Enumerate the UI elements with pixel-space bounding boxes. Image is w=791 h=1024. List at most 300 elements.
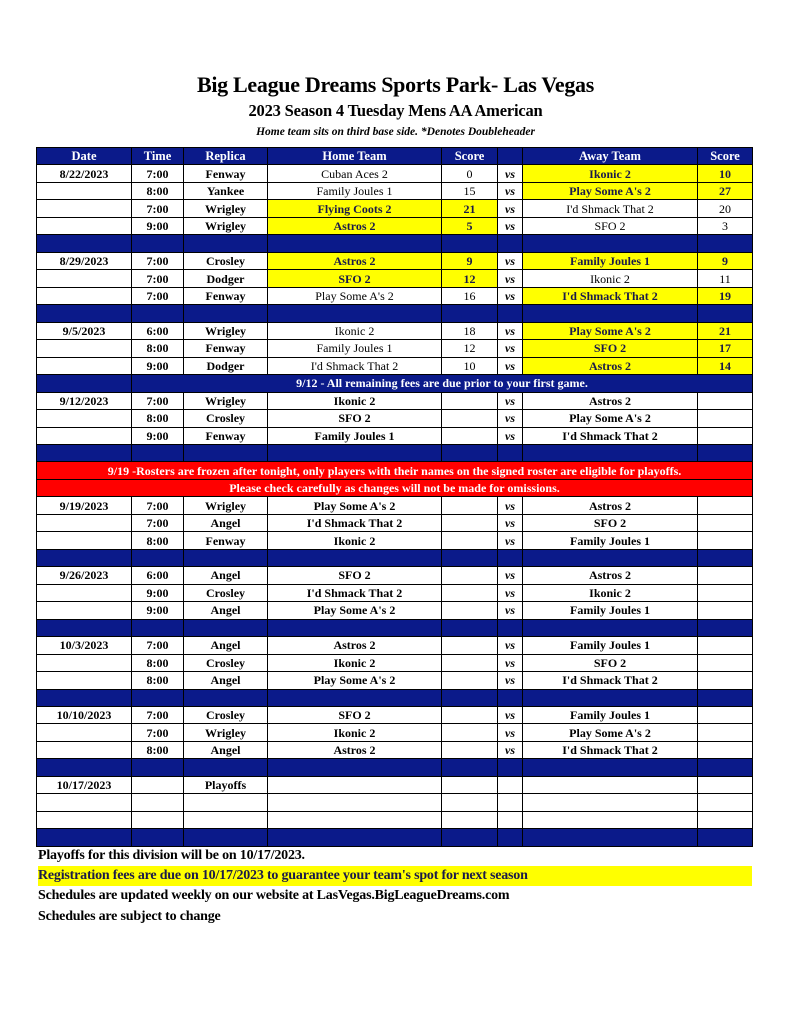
separator-cell [184, 444, 268, 461]
vs-label: vs [498, 427, 523, 444]
game-time: 8:00 [132, 410, 184, 427]
separator-cell [37, 549, 132, 566]
away-team: I'd Shmack That 2 [523, 427, 698, 444]
home-team: Astros 2 [268, 217, 442, 234]
game-row [37, 287, 753, 304]
separator-cell [442, 829, 498, 846]
home-score: 18 [442, 322, 498, 339]
game-field: Wrigley [184, 200, 268, 217]
away-score [698, 584, 753, 601]
separator-cell [184, 549, 268, 566]
footer-website-note: Schedules are updated weekly on our website at LasVegas.BigLeagueDreams.com [38, 888, 510, 903]
home-score [442, 532, 498, 549]
away-score: 20 [698, 200, 753, 217]
vs-label: vs [498, 741, 523, 758]
game-time: 7:00 [132, 270, 184, 287]
home-team: Cuban Aces 2 [268, 165, 442, 182]
home-score: 16 [442, 287, 498, 304]
separator-cell [132, 235, 184, 252]
separator-cell [268, 305, 442, 322]
away-team: SFO 2 [523, 654, 698, 671]
vs-label: vs [498, 514, 523, 531]
away-score [698, 514, 753, 531]
game-field: Wrigley [184, 392, 268, 409]
vs-label: vs [498, 252, 523, 269]
away-score [698, 602, 753, 619]
column-header-replica: Replica [184, 148, 268, 165]
game-time: 7:00 [132, 392, 184, 409]
vs-label: vs [498, 637, 523, 654]
home-score: 5 [442, 217, 498, 234]
away-score: 21 [698, 322, 753, 339]
separator-cell [37, 375, 132, 392]
home-team: Play Some A's 2 [268, 497, 442, 514]
game-field: Dodger [184, 270, 268, 287]
game-time: 7:00 [132, 707, 184, 724]
schedule-body [37, 165, 753, 846]
home-team: Astros 2 [268, 637, 442, 654]
empty-cell [442, 794, 498, 811]
away-team: Astros 2 [523, 392, 698, 409]
home-team: Play Some A's 2 [268, 602, 442, 619]
game-date [37, 724, 132, 741]
game-time: 9:00 [132, 427, 184, 444]
vs-label: vs [498, 532, 523, 549]
page-title: Big League Dreams Sports Park- Las Vegas [196, 72, 595, 97]
game-row [37, 200, 753, 217]
game-field: Fenway [184, 165, 268, 182]
game-time: 7:00 [132, 287, 184, 304]
game-date [37, 287, 132, 304]
game-time: 9:00 [132, 584, 184, 601]
away-score [698, 497, 753, 514]
game-row [37, 322, 753, 339]
separator-cell [268, 689, 442, 706]
away-team: Astros 2 [523, 567, 698, 584]
game-time: 8:00 [132, 654, 184, 671]
game-row [37, 514, 753, 531]
vs-label: vs [498, 707, 523, 724]
vs-label: vs [498, 200, 523, 217]
game-field: Wrigley [184, 322, 268, 339]
away-score: 17 [698, 340, 753, 357]
separator-cell [698, 759, 753, 776]
separator-cell [37, 689, 132, 706]
home-score: 12 [442, 270, 498, 287]
home-team: Ikonic 2 [268, 654, 442, 671]
home-team: I'd Shmack That 2 [268, 584, 442, 601]
separator-row [37, 619, 753, 636]
separator-cell [132, 549, 184, 566]
away-team: Play Some A's 2 [523, 724, 698, 741]
away-score [698, 427, 753, 444]
home-team: Play Some A's 2 [268, 287, 442, 304]
vs-label: vs [498, 270, 523, 287]
away-score: 10 [698, 165, 753, 182]
separator-cell [268, 829, 442, 846]
separator-row [37, 444, 753, 461]
footer-registration-note: Registration fees are due on 10/17/2023 to guarantee your team's spot for next season [38, 866, 752, 886]
empty-cell [498, 794, 523, 811]
game-field: Wrigley [184, 724, 268, 741]
column-header-away-score: Score [698, 148, 753, 165]
empty-cell [184, 794, 268, 811]
separator-row [37, 305, 753, 322]
separator-cell [132, 759, 184, 776]
home-team: Astros 2 [268, 252, 442, 269]
away-team: Ikonic 2 [523, 165, 698, 182]
game-field: Crosley [184, 252, 268, 269]
away-score [698, 741, 753, 758]
away-team: Astros 2 [523, 357, 698, 374]
game-date [37, 427, 132, 444]
away-team: I'd Shmack That 2 [523, 741, 698, 758]
separator-cell [37, 235, 132, 252]
fees-notice-row [37, 375, 753, 392]
home-score: 9 [442, 252, 498, 269]
separator-cell [523, 235, 698, 252]
home-team: SFO 2 [268, 270, 442, 287]
empty-cell [37, 794, 132, 811]
away-team: I'd Shmack That 2 [523, 672, 698, 689]
separator-cell [184, 305, 268, 322]
separator-cell [442, 689, 498, 706]
separator-cell [442, 305, 498, 322]
separator-cell [184, 759, 268, 776]
home-score [442, 654, 498, 671]
separator-cell [698, 619, 753, 636]
game-time: 9:00 [132, 217, 184, 234]
empty-cell [268, 776, 442, 793]
away-score [698, 724, 753, 741]
game-field: Wrigley [184, 497, 268, 514]
separator-cell [132, 829, 184, 846]
game-time: 8:00 [132, 741, 184, 758]
empty-cell [132, 811, 184, 828]
vs-label: vs [498, 357, 523, 374]
separator-cell [498, 235, 523, 252]
away-team: SFO 2 [523, 340, 698, 357]
game-date: 10/10/2023 [37, 707, 132, 724]
home-team: I'd Shmack That 2 [268, 357, 442, 374]
away-team: Family Joules 1 [523, 532, 698, 549]
game-date [37, 584, 132, 601]
vs-label: vs [498, 165, 523, 182]
away-score: 14 [698, 357, 753, 374]
separator-cell [132, 689, 184, 706]
empty-cell [698, 776, 753, 793]
home-score: 21 [442, 200, 498, 217]
game-field: Yankee [184, 182, 268, 199]
game-date: 8/22/2023 [37, 165, 132, 182]
away-team: Play Some A's 2 [523, 410, 698, 427]
away-team: Play Some A's 2 [523, 322, 698, 339]
empty-cell [184, 811, 268, 828]
away-team: Astros 2 [523, 497, 698, 514]
away-team: I'd Shmack That 2 [523, 287, 698, 304]
game-date: 9/5/2023 [37, 322, 132, 339]
home-team: Ikonic 2 [268, 392, 442, 409]
empty-cell [268, 811, 442, 828]
column-header-away-team: Away Team [523, 148, 698, 165]
game-row [37, 654, 753, 671]
game-field: Angel [184, 567, 268, 584]
home-score [442, 567, 498, 584]
away-score [698, 392, 753, 409]
game-time: 8:00 [132, 672, 184, 689]
empty-cell [498, 811, 523, 828]
home-score [442, 410, 498, 427]
footer-playoffs-note: Playoffs for this division will be on 10/17/2023. [38, 848, 305, 863]
separator-cell [498, 444, 523, 461]
game-field: Angel [184, 602, 268, 619]
empty-cell [132, 776, 184, 793]
separator-cell [442, 759, 498, 776]
game-row [37, 741, 753, 758]
game-field: Fenway [184, 427, 268, 444]
separator-cell [442, 235, 498, 252]
game-time: 7:00 [132, 514, 184, 531]
separator-cell [523, 444, 698, 461]
game-time: 8:00 [132, 340, 184, 357]
away-score [698, 654, 753, 671]
game-time: 7:00 [132, 165, 184, 182]
game-row [37, 532, 753, 549]
home-score [442, 392, 498, 409]
column-header-vs [498, 148, 523, 165]
game-date [37, 200, 132, 217]
separator-cell [184, 689, 268, 706]
game-time: 9:00 [132, 602, 184, 619]
game-row [37, 270, 753, 287]
home-team: Astros 2 [268, 741, 442, 758]
game-time: 7:00 [132, 724, 184, 741]
away-team: Ikonic 2 [523, 584, 698, 601]
separator-cell [698, 549, 753, 566]
home-score [442, 724, 498, 741]
game-field: Wrigley [184, 217, 268, 234]
table-header-row [37, 148, 753, 165]
home-score [442, 707, 498, 724]
empty-row [37, 794, 753, 811]
away-score: 11 [698, 270, 753, 287]
game-row [37, 724, 753, 741]
game-date [37, 340, 132, 357]
away-score [698, 532, 753, 549]
away-score [698, 637, 753, 654]
game-date [37, 602, 132, 619]
home-score [442, 427, 498, 444]
game-row [37, 672, 753, 689]
game-date: 9/12/2023 [37, 392, 132, 409]
home-score [442, 584, 498, 601]
game-date [37, 357, 132, 374]
home-team: Family Joules 1 [268, 340, 442, 357]
separator-cell [132, 444, 184, 461]
game-field: Crosley [184, 410, 268, 427]
game-time: 8:00 [132, 182, 184, 199]
away-team: SFO 2 [523, 217, 698, 234]
game-date: 8/29/2023 [37, 252, 132, 269]
empty-cell [698, 794, 753, 811]
empty-cell [442, 776, 498, 793]
roster-alert-text: Please check carefully as changes will not be made for omissions. [37, 479, 753, 496]
vs-label: vs [498, 392, 523, 409]
separator-cell [268, 759, 442, 776]
separator-cell [498, 619, 523, 636]
separator-row [37, 549, 753, 566]
game-field: Fenway [184, 340, 268, 357]
home-score [442, 514, 498, 531]
game-field: Fenway [184, 532, 268, 549]
separator-cell [37, 305, 132, 322]
game-row [37, 252, 753, 269]
home-team: Family Joules 1 [268, 182, 442, 199]
away-score [698, 672, 753, 689]
separator-cell [184, 619, 268, 636]
home-team: Ikonic 2 [268, 724, 442, 741]
away-score: 27 [698, 182, 753, 199]
separator-cell [698, 235, 753, 252]
separator-cell [523, 759, 698, 776]
game-row [37, 707, 753, 724]
game-row [37, 584, 753, 601]
separator-cell [442, 444, 498, 461]
game-date: 9/19/2023 [37, 497, 132, 514]
game-time: 6:00 [132, 322, 184, 339]
game-field: Angel [184, 514, 268, 531]
separator-cell [132, 619, 184, 636]
away-team: Family Joules 1 [523, 602, 698, 619]
game-time: 7:00 [132, 637, 184, 654]
separator-cell [37, 444, 132, 461]
away-score: 19 [698, 287, 753, 304]
game-date [37, 270, 132, 287]
home-score [442, 741, 498, 758]
footer-change-note: Schedules are subject to change [38, 909, 221, 924]
separator-row [37, 689, 753, 706]
vs-label: vs [498, 217, 523, 234]
separator-cell [498, 689, 523, 706]
away-score [698, 567, 753, 584]
empty-cell [698, 811, 753, 828]
separator-cell [268, 444, 442, 461]
vs-label: vs [498, 602, 523, 619]
home-team: SFO 2 [268, 410, 442, 427]
home-team: SFO 2 [268, 567, 442, 584]
away-team: Ikonic 2 [523, 270, 698, 287]
separator-cell [132, 305, 184, 322]
separator-cell [442, 549, 498, 566]
separator-cell [442, 619, 498, 636]
home-team-note: Home team sits on third base side. *Denotes Doubleheader [256, 126, 535, 138]
home-team: Play Some A's 2 [268, 672, 442, 689]
game-time: 7:00 [132, 200, 184, 217]
playoffs-row [37, 776, 753, 793]
game-row [37, 427, 753, 444]
game-date [37, 217, 132, 234]
separator-cell [523, 689, 698, 706]
game-field: Crosley [184, 707, 268, 724]
game-date [37, 672, 132, 689]
separator-cell [184, 235, 268, 252]
home-team: Ikonic 2 [268, 532, 442, 549]
away-score: 9 [698, 252, 753, 269]
separator-cell [698, 444, 753, 461]
vs-label: vs [498, 567, 523, 584]
game-field: Dodger [184, 357, 268, 374]
empty-cell [523, 776, 698, 793]
away-score [698, 707, 753, 724]
game-time: 6:00 [132, 567, 184, 584]
separator-cell [184, 829, 268, 846]
home-team: SFO 2 [268, 707, 442, 724]
column-header-time: Time [132, 148, 184, 165]
playoffs-label: Playoffs [184, 776, 268, 793]
separator-cell [523, 305, 698, 322]
home-score: 15 [442, 182, 498, 199]
empty-cell [442, 811, 498, 828]
empty-cell [37, 811, 132, 828]
game-date [37, 741, 132, 758]
empty-cell [268, 794, 442, 811]
game-field: Angel [184, 672, 268, 689]
separator-cell [498, 829, 523, 846]
page-subtitle: 2023 Season 4 Tuesday Mens AA American [248, 101, 543, 120]
home-score: 10 [442, 357, 498, 374]
separator-cell [498, 549, 523, 566]
vs-label: vs [498, 672, 523, 689]
game-field: Crosley [184, 584, 268, 601]
away-team: Family Joules 1 [523, 637, 698, 654]
game-date [37, 514, 132, 531]
separator-cell [37, 829, 132, 846]
game-row [37, 217, 753, 234]
empty-cell [523, 811, 698, 828]
game-date [37, 532, 132, 549]
separator-cell [698, 689, 753, 706]
vs-label: vs [498, 322, 523, 339]
column-header-home-team: Home Team [268, 148, 442, 165]
vs-label: vs [498, 724, 523, 741]
vs-label: vs [498, 182, 523, 199]
game-row [37, 182, 753, 199]
separator-cell [523, 549, 698, 566]
roster-alert-text: 9/19 -Rosters are frozen after tonight, only players with their names on the signed roster are eligible for playoffs. [37, 462, 753, 479]
home-team: Ikonic 2 [268, 322, 442, 339]
game-date [37, 182, 132, 199]
away-score: 3 [698, 217, 753, 234]
vs-label: vs [498, 654, 523, 671]
game-time: 7:00 [132, 252, 184, 269]
home-score [442, 497, 498, 514]
home-team: I'd Shmack That 2 [268, 514, 442, 531]
game-time: 7:00 [132, 497, 184, 514]
playoffs-date: 10/17/2023 [37, 776, 132, 793]
vs-label: vs [498, 497, 523, 514]
game-row [37, 165, 753, 182]
game-row [37, 567, 753, 584]
game-field: Angel [184, 741, 268, 758]
home-team: Family Joules 1 [268, 427, 442, 444]
away-team: Family Joules 1 [523, 252, 698, 269]
separator-row [37, 235, 753, 252]
separator-cell [698, 305, 753, 322]
separator-row [37, 829, 753, 846]
game-date: 10/3/2023 [37, 637, 132, 654]
separator-cell [523, 619, 698, 636]
separator-cell [268, 549, 442, 566]
